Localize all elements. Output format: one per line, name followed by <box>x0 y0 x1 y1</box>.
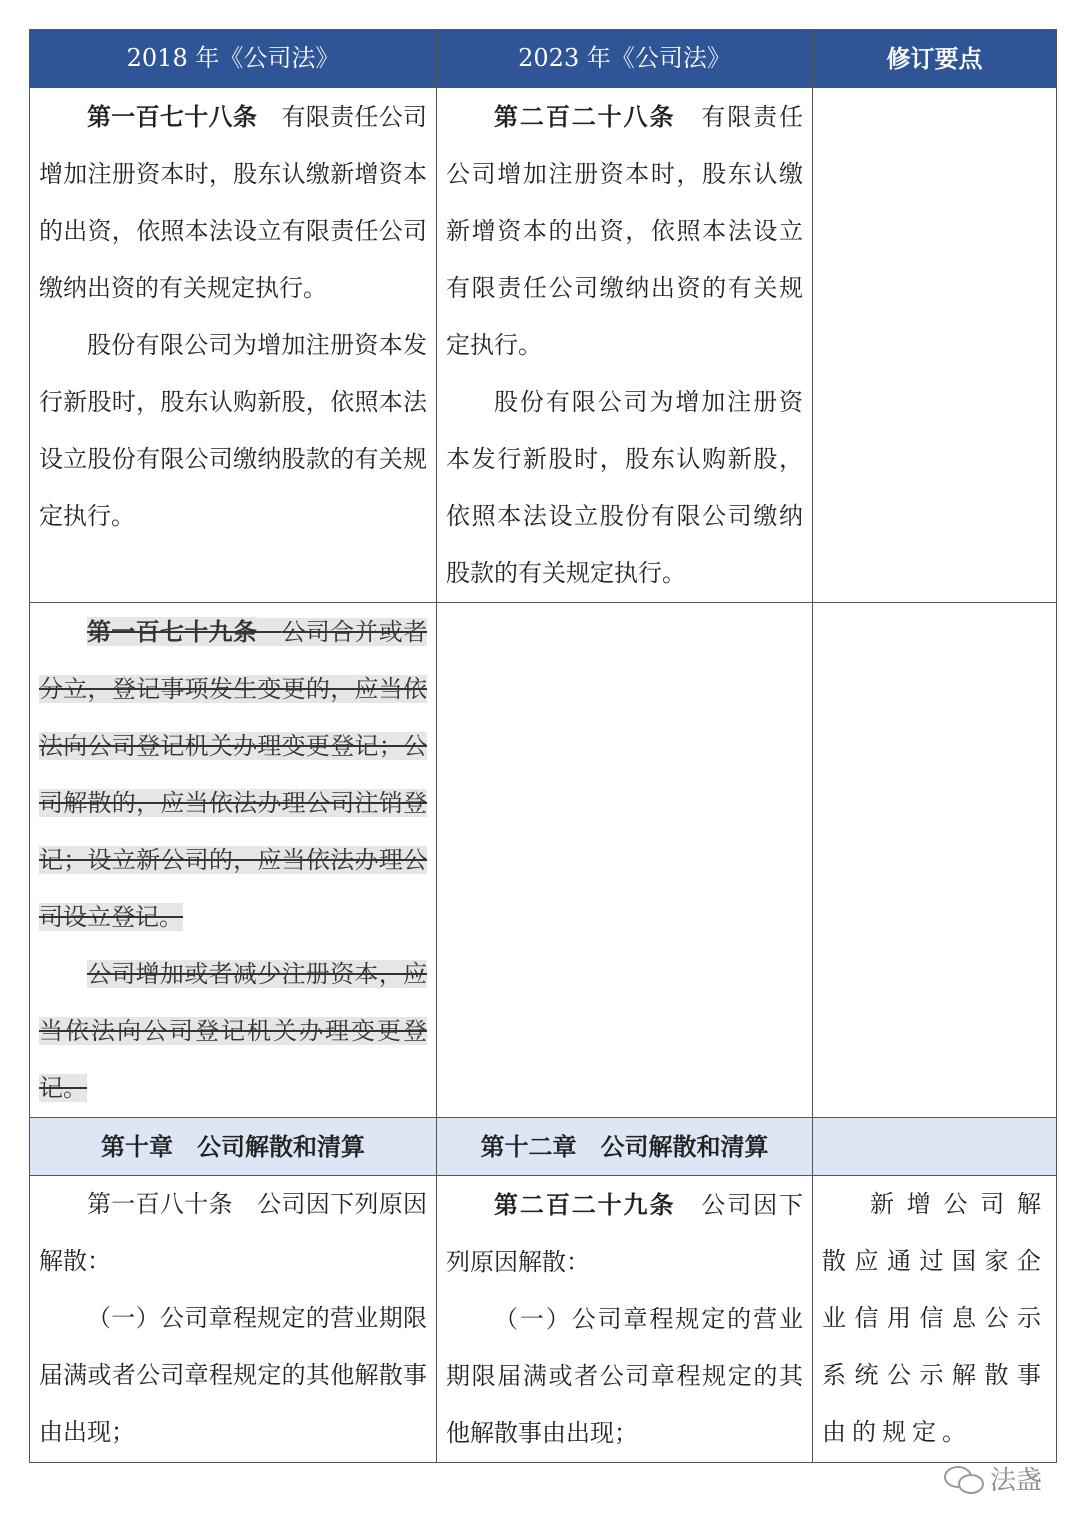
revision-note <box>813 88 1057 603</box>
header-revision-points: 修订要点 <box>813 30 1057 88</box>
revision-note <box>813 1176 1057 1463</box>
chapter-row <box>30 1118 1057 1176</box>
article-paragraph: （一）公司章程规定的营业期限届满或者公司章程规定的其他解散事由出现； <box>39 1304 427 1446</box>
article-paragraph: 股份有限公司为增加注册资本发行新股时，股东认购新股，依照本法设立股份有限公司缴纳股款的有关规定执行。 <box>446 388 803 587</box>
table-row <box>30 88 1057 603</box>
watermark-text: 法盏 <box>989 1466 1042 1496</box>
old-chapter-title: 第十章 公司解散和清算 <box>30 1118 437 1176</box>
new-article-empty <box>437 603 813 1118</box>
article-title: 第二百二十八条 <box>494 102 676 131</box>
comparison-table <box>29 29 1057 1463</box>
header-2023-law: 2023 年《公司法》 <box>437 30 813 88</box>
article-title: 第一百七十九条 <box>87 617 258 646</box>
article-title: 第二百二十九条 <box>494 1190 676 1219</box>
article-paragraph: 股份有限公司为增加注册资本发行新股时，股东认购新股，依照本法设立股份有限公司缴纳股款的有关规定执行。 <box>39 331 427 530</box>
article-text: 公司因下列原因解散： <box>39 1190 428 1275</box>
article-title: 第一百八十条 <box>87 1190 233 1218</box>
old-article-179-deleted <box>30 603 437 1118</box>
chapter-note <box>813 1118 1057 1176</box>
article-text: 有限责任公司增加注册资本时，股东认缴新增资本的出资，依照本法设立有限责任公司缴纳出资的有关规定执行。 <box>39 103 428 302</box>
article-text: 有限责任公司增加注册资本时，股东认缴新增资本的出资，依照本法设立有限责任公司缴纳出资的有关规定执行。 <box>446 103 804 359</box>
revision-note <box>813 603 1057 1118</box>
article-text: 公司因下列原因解散： <box>446 1191 804 1276</box>
article-paragraph: （一）公司章程规定的营业期限届满或者公司章程规定的其他解散事由出现； <box>446 1305 803 1447</box>
wechat-icon <box>944 1464 984 1494</box>
watermark <box>944 1460 1042 1497</box>
new-article-229 <box>437 1176 813 1463</box>
new-chapter-title: 第十二章 公司解散和清算 <box>437 1118 813 1176</box>
article-title: 第一百七十八条 <box>87 102 258 131</box>
new-article-228 <box>437 88 813 603</box>
old-article-180 <box>30 1176 437 1463</box>
header-2018-law: 2018 年《公司法》 <box>30 30 437 88</box>
table-row <box>30 1176 1057 1463</box>
table-row <box>30 603 1057 1118</box>
article-text: 公司合并或者分立，登记事项发生变更的，应当依法向公司登记机关办理变更登记；公司解散的，应当依法办理公司注销登记；设立新公司的，应当依法办理公司设立登记。 <box>39 618 428 931</box>
article-paragraph: 公司增加或者减少注册资本，应当依法向公司登记机关办理变更登记。 <box>39 960 427 1102</box>
revision-note-text: 新增公司解散应通过国家企业信用信息公示系统公示解散事由的规定。 <box>822 1190 1047 1446</box>
header-row <box>30 30 1057 88</box>
old-article-178 <box>30 88 437 603</box>
